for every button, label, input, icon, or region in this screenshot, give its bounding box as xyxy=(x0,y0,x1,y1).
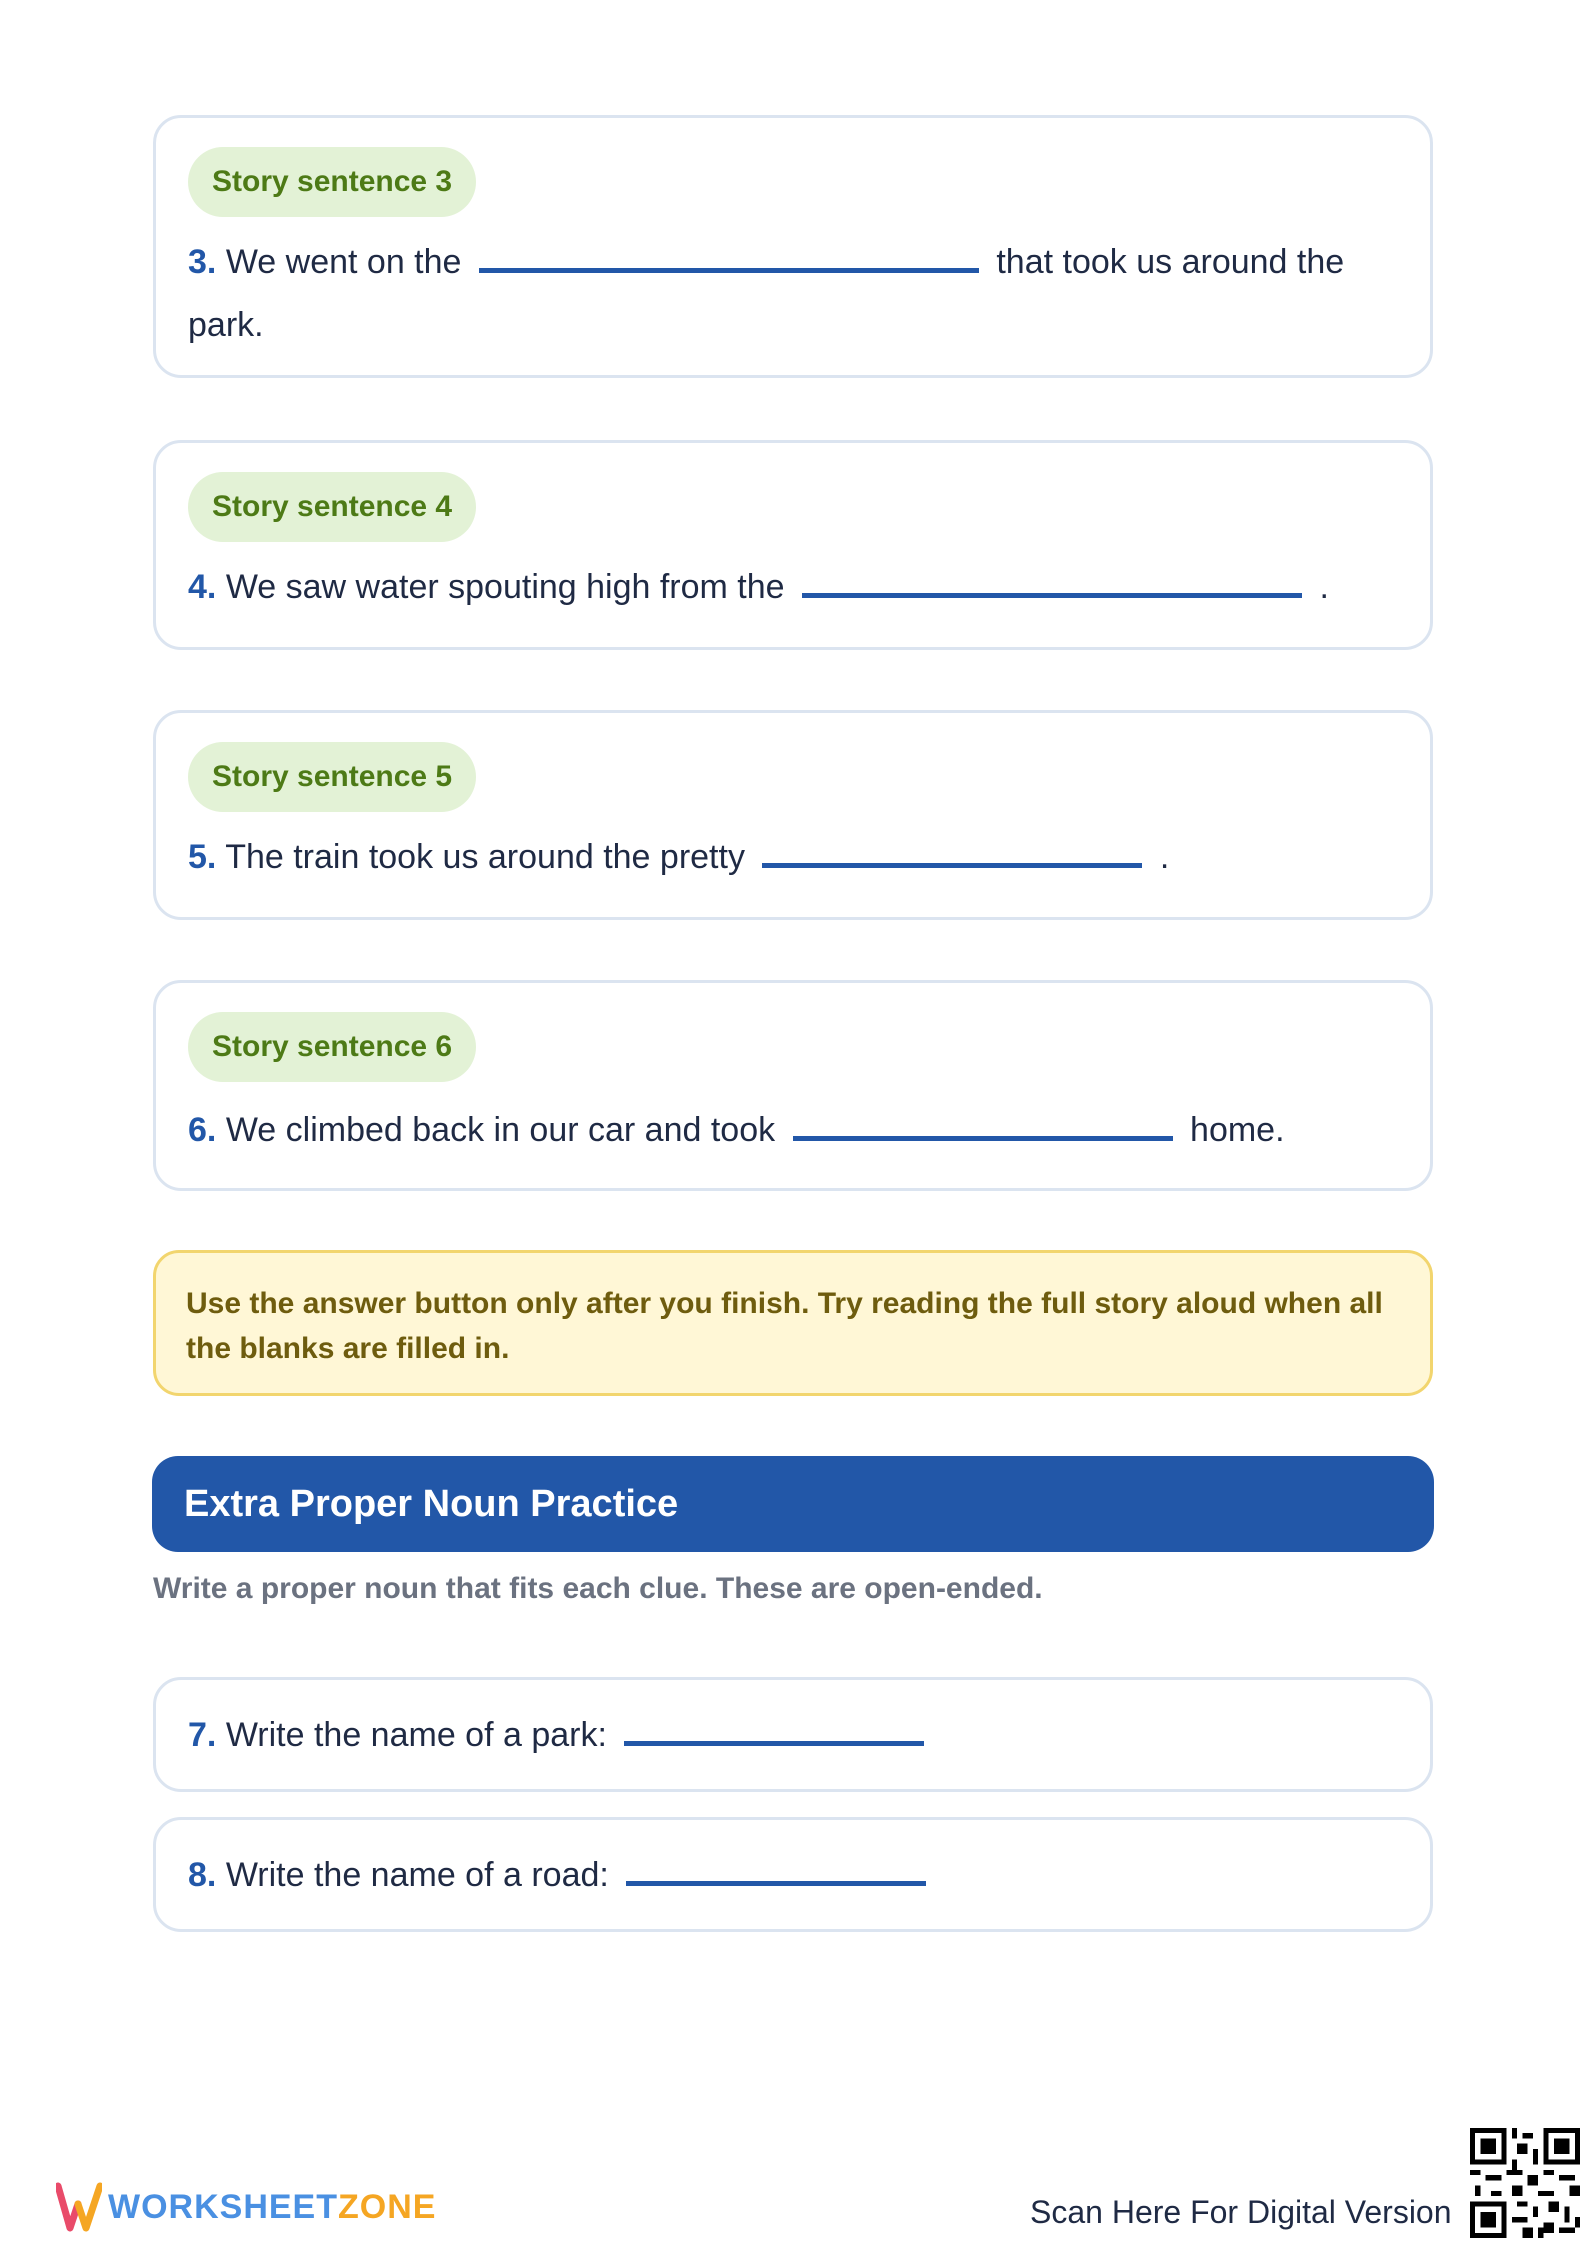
sentence-text-before: We went on the xyxy=(225,243,462,281)
story-badge: Story sentence 4 xyxy=(188,472,476,542)
story-card-5 xyxy=(153,710,1433,920)
story-badge: Story sentence 6 xyxy=(188,1012,476,1082)
answer-blank[interactable] xyxy=(762,833,1142,868)
story-sentence xyxy=(188,556,1329,618)
question-number: 3. xyxy=(188,243,217,281)
story-badge: Story sentence 5 xyxy=(188,742,476,812)
practice-prompt xyxy=(188,1704,932,1766)
story-card-3 xyxy=(153,115,1433,378)
sentence-text-after: that took us around the xyxy=(996,243,1345,281)
question-number: 4. xyxy=(188,568,217,606)
sentence-text-before: The train took us around the pretty xyxy=(225,838,745,876)
answer-blank[interactable] xyxy=(626,1851,926,1886)
question-number: 6. xyxy=(188,1111,217,1149)
story-card-4 xyxy=(153,440,1433,650)
answer-blank[interactable] xyxy=(802,563,1302,598)
prompt-text: Write the name of a park: xyxy=(225,1716,607,1754)
sentence-text-before: We climbed back in our car and took xyxy=(225,1111,776,1149)
answer-blank[interactable] xyxy=(479,238,979,273)
sentence-text-before: We saw water spouting high from the xyxy=(225,568,785,606)
question-number: 5. xyxy=(188,838,217,876)
sentence-text-after: . xyxy=(1319,568,1329,606)
sentence-text-after: . xyxy=(1159,838,1170,876)
answer-blank[interactable] xyxy=(624,1711,924,1746)
brand-name xyxy=(108,2188,436,2227)
prompt-text: Write the name of a road: xyxy=(225,1856,609,1894)
story-sentence xyxy=(188,231,1344,293)
question-number: 8. xyxy=(188,1856,217,1894)
section-subtitle: Write a proper noun that fits each clue. These are open-ended. xyxy=(153,1572,1043,1605)
story-badge: Story sentence 3 xyxy=(188,147,476,217)
answer-blank[interactable] xyxy=(793,1106,1173,1141)
tip-box: Use the answer button only after you finish. Try reading the full story aloud when all the blanks are filled in. xyxy=(153,1250,1433,1396)
story-sentence xyxy=(188,826,1169,888)
sentence-text-after: home. xyxy=(1190,1111,1285,1149)
scan-caption: Scan Here For Digital Version xyxy=(1030,2194,1452,2230)
practice-card-8 xyxy=(153,1817,1433,1932)
story-sentence-line2: park. xyxy=(188,306,264,344)
practice-prompt xyxy=(188,1844,934,1906)
qr-code-icon[interactable] xyxy=(1470,2128,1580,2238)
brand-main: WORKSHEET xyxy=(108,2188,338,2226)
practice-card-7 xyxy=(153,1677,1433,1792)
section-heading: Extra Proper Noun Practice xyxy=(152,1456,1434,1552)
brand-accent: ZONE xyxy=(338,2188,437,2226)
story-sentence xyxy=(188,1099,1285,1161)
worksheetzone-logo-icon xyxy=(56,2180,102,2234)
story-card-6 xyxy=(153,980,1433,1191)
question-number: 7. xyxy=(188,1716,217,1754)
